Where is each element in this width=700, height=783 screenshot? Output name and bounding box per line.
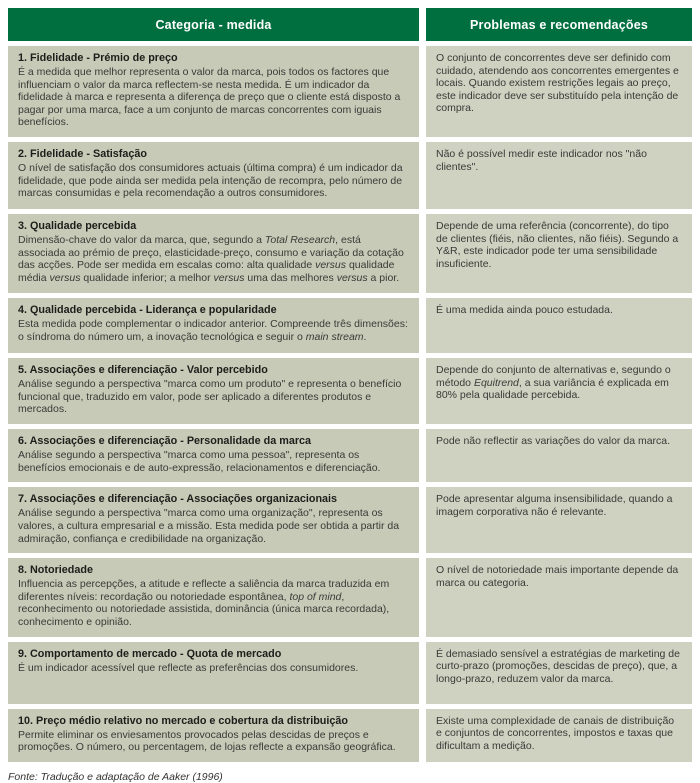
- category-title: 3. Qualidade percebida: [18, 220, 137, 233]
- problems-text: O conjunto de concorrentes deve ser definido com cuidado, atendendo aos concorrentes emergentes e locais. Quando existem restrições legais ao preço, este indicador deve ser substituído pela intenção de compra.: [436, 52, 679, 115]
- category-description: Dimensão-chave do valor da marca, que, segundo a Total Research, está associada ao prémio de preço, elasticidade-preço, consumo e variação da cotação das acções. Pode ser medida em escalas como: alta qualidade versus qualidade média versus qualidade inferior; a melhor versus uma das melhores versus a pior.: [18, 234, 404, 284]
- category-description: Análise segundo a perspectiva "marca como uma pessoa", representa os benefícios emocionais e de auto-expressão, relacionamentos e diferenciação.: [18, 449, 381, 474]
- problems-cell: [426, 642, 692, 704]
- category-cell: [8, 358, 419, 424]
- category-title: 7. Associações e diferenciação - Associações organizacionais: [18, 493, 338, 506]
- category-description: Análise segundo a perspectiva "marca como uma organização", representa os valores, a cultura empresarial e a missão. Esta medida pode ser obtida a partir da admiração, confiança e credibilidade na organização.: [18, 507, 400, 545]
- category-cell: [8, 487, 419, 553]
- table-row: [8, 142, 692, 209]
- problems-text: O nível de notoriedade mais importante depende da marca ou categoria.: [436, 564, 679, 589]
- category-title: 10. Preço médio relativo no mercado e cobertura da distribuição: [18, 714, 349, 727]
- category-title: 4. Qualidade percebida - Liderança e popularidade: [18, 304, 277, 317]
- category-cell: [8, 429, 419, 482]
- aaker-measures-table: [8, 8, 692, 783]
- table-row: [8, 709, 692, 762]
- problems-text: É demasiado sensível a estratégias de marketing de curto-prazo (promoções, descidas de preço), que, a longo-prazo, reduzem valor da marca.: [436, 647, 680, 685]
- category-title: 5. Associações e diferenciação - Valor percebido: [18, 364, 268, 377]
- category-cell: [8, 709, 419, 762]
- category-cell: [8, 298, 419, 353]
- category-description: Esta medida pode complementar o indicador anterior. Compreende três dimensões: o síndroma do número um, a inovação tecnológica e seguir o main stream.: [18, 318, 408, 343]
- category-title: 8. Notoriedade: [18, 564, 93, 577]
- table-row: [8, 487, 692, 553]
- category-cell: [8, 214, 419, 293]
- category-title: 1. Fidelidade - Prémio de preço: [18, 52, 178, 64]
- problems-cell: [426, 358, 692, 424]
- category-title: 2. Fidelidade - Satisfação: [18, 148, 148, 161]
- problems-text: Pode apresentar alguma insensibilidade, quando a imagem corporativa não é relevante.: [436, 493, 673, 518]
- category-cell: [8, 558, 419, 636]
- problems-cell: [426, 214, 692, 293]
- category-cell: [8, 642, 419, 704]
- problems-text: Não é possível medir este indicador nos "não clientes".: [436, 148, 647, 173]
- category-title: 6. Associações e diferenciação - Personalidade da marca: [18, 434, 312, 447]
- category-description: O nível de satisfação dos consumidores actuais (última compra) é um indicador da fidelidade, que pode ainda ser medida pela intenção de recompra, pelo número de marcas consumidas e pela recomendação a outros consumidores.: [18, 162, 403, 200]
- problems-text: É uma medida ainda pouco estudada.: [436, 304, 613, 317]
- problems-cell: [426, 558, 692, 636]
- problems-cell: [426, 429, 692, 482]
- table-row: [8, 298, 692, 353]
- category-title: 9. Comportamento de mercado - Quota de mercado: [18, 647, 282, 660]
- category-cell: [8, 46, 419, 137]
- problems-cell: [426, 298, 692, 353]
- category-description: Influencia as percepções, a atitude e reflecte a saliência da marca traduzida em diferentes níveis: recordação ou notoriedade espontânea, top of mind, reconhecimento ou notoriedade assistida, dominância (única marca recordada), conhecimento e opinião.: [18, 578, 390, 628]
- source-note: Fonte: Tradução e adaptação de Aaker (1996): [8, 770, 223, 783]
- problems-cell: [426, 487, 692, 553]
- problems-cell: [426, 46, 692, 137]
- problems-cell: [426, 142, 692, 209]
- category-description: É a medida que melhor representa o valor da marca, pois todos os factores que influenciam o valor da marca reflectem-se nesta medida. É um indicador da fidelidade à marca e representa a diferença de preço que o cliente está disposto a pagar por uma marca, face a um conjunto de marcas concorrentes com iguais benefícios.: [18, 66, 401, 129]
- category-description: É um indicador acessível que reflecte as preferências dos consumidores.: [18, 661, 359, 674]
- table-row: [8, 642, 692, 704]
- header-problems: Problemas e recomendações: [426, 8, 692, 41]
- problems-cell: [426, 709, 692, 762]
- problems-text: Depende de uma referência (concorrente), do tipo de clientes (fiéis, não clientes, não fiéis). Segundo a Y&R, este indicador pode ter uma sensibilidade insuficiente.: [436, 220, 679, 270]
- table-row: [8, 358, 692, 424]
- problems-text: Pode não reflectir as variações do valor da marca.: [436, 434, 671, 447]
- table-row: [8, 429, 692, 482]
- table-row: [8, 214, 692, 293]
- problems-text: Depende do conjunto de alternativas e, segundo o método Equitrend, a sua variância é explicada em 80% pela qualidade percebida.: [436, 364, 671, 402]
- table-header-row: [8, 8, 692, 41]
- table-row: [8, 46, 692, 137]
- header-category: Categoria - medida: [8, 8, 419, 41]
- table-row: [8, 558, 692, 636]
- category-description: Permite eliminar os enviesamentos provocados pelas descidas de preços e promoções. O número, ou percentagem, de lojas reflecte a expansão geográfica.: [18, 728, 396, 754]
- category-cell: [8, 142, 419, 209]
- problems-text: Existe uma complexidade de canais de distribuição e conjuntos de concorrentes, impostos e taxas que dificultam a medição.: [436, 714, 675, 752]
- category-description: Análise segundo a perspectiva "marca como um produto" e representa o benefício funcional que, traduzido em valor, pode ser aplicado a diferentes produtos e mercados.: [18, 378, 402, 416]
